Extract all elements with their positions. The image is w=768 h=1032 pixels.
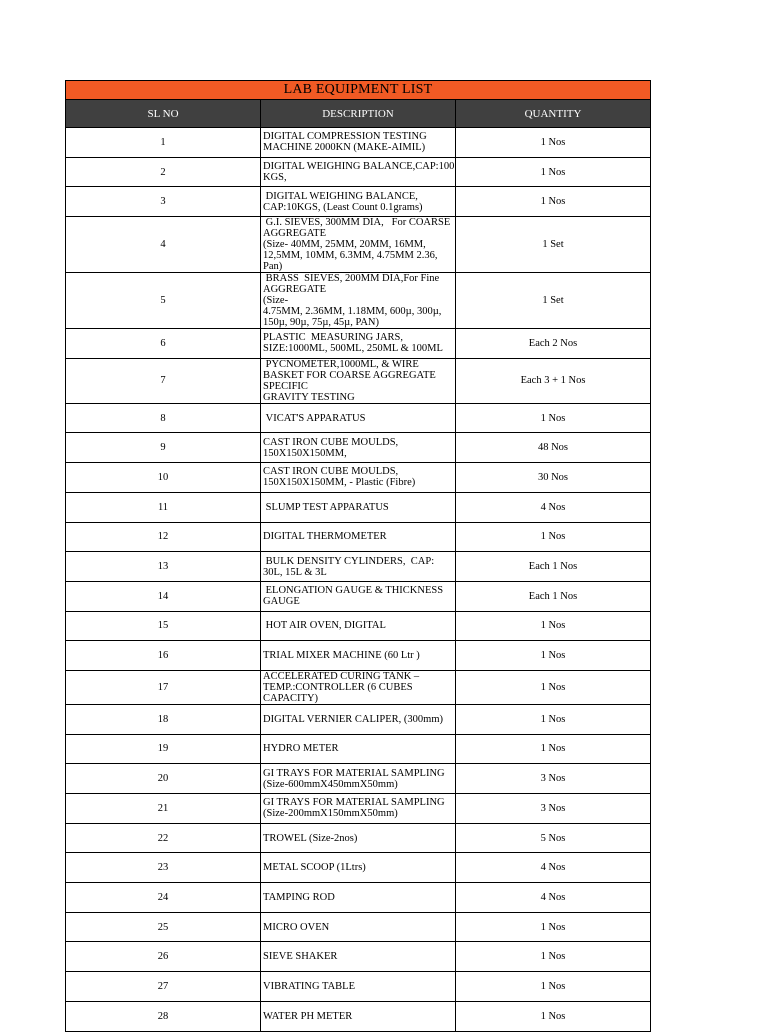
table-row (66, 764, 651, 794)
row-description (261, 611, 456, 641)
row-description-text: WATER PH METER (263, 1010, 353, 1022)
row-sl-no (66, 187, 261, 217)
row-description (261, 358, 456, 403)
row-description-text: MICRO OVEN (263, 921, 330, 933)
row-quantity-text: 3 Nos (540, 802, 566, 814)
row-description (261, 972, 456, 1002)
row-sl-no-text: 27 (157, 980, 169, 992)
row-sl-no (66, 823, 261, 853)
row-sl-no-text: 12 (157, 531, 169, 543)
row-quantity (456, 972, 651, 1002)
row-sl-no (66, 581, 261, 611)
row-description (261, 853, 456, 883)
table-row (66, 329, 651, 359)
row-sl-no-text: 4 (160, 239, 166, 251)
table-row (66, 187, 651, 217)
row-sl-no (66, 942, 261, 972)
row-description (261, 670, 456, 704)
row-sl-no-text: 17 (157, 681, 169, 693)
table-body (66, 128, 651, 1032)
row-sl-no-text: 19 (157, 743, 169, 755)
row-quantity (456, 823, 651, 853)
row-description (261, 157, 456, 187)
row-description-text: PYCNOMETER,1000ML, & WIRE BASKET FOR COARSE AGGREGATE SPECIFIC GRAVITY TESTING (263, 358, 436, 403)
row-quantity-text: Each 3 + 1 Nos (520, 375, 586, 387)
table-row (66, 704, 651, 734)
row-description-text: G.I. SIEVES, 300MM DIA, For COARSE AGGREGATE (Size- 40MM, 25MM, 20MM, 16MM, 12,5MM, 10MM, 6.3MM, 4.75MM 2.36, Pan) (263, 217, 451, 273)
row-sl-no-text: 7 (160, 375, 166, 387)
row-sl-no-text: 24 (157, 891, 169, 903)
row-quantity-text: 1 Nos (540, 743, 566, 755)
row-description (261, 912, 456, 942)
table-row (66, 942, 651, 972)
row-description (261, 794, 456, 824)
table-row (66, 883, 651, 913)
row-description (261, 942, 456, 972)
row-description (261, 522, 456, 552)
row-description-text: DIGITAL COMPRESSION TESTING MACHINE 2000KN (MAKE-AIMIL) (263, 131, 430, 154)
row-description-text: SIEVE SHAKER (263, 951, 338, 963)
row-sl-no-text: 23 (157, 862, 169, 874)
row-quantity (456, 552, 651, 582)
row-quantity (456, 492, 651, 522)
column-header-sl-no: SL NO (66, 100, 261, 128)
row-description (261, 552, 456, 582)
column-header-quantity: QUANTITY (456, 100, 651, 128)
row-description (261, 128, 456, 158)
row-sl-no-text: 6 (160, 337, 166, 349)
row-sl-no (66, 463, 261, 493)
row-quantity (456, 641, 651, 671)
row-quantity (456, 433, 651, 463)
row-sl-no-text: 21 (157, 802, 169, 814)
row-sl-no-text: 16 (157, 650, 169, 662)
row-sl-no-text: 14 (157, 590, 169, 602)
row-description-text: DIGITAL VERNIER CALIPER, (300mm) (263, 713, 443, 725)
row-sl-no-text: 25 (157, 921, 169, 933)
table-row (66, 128, 651, 158)
row-sl-no (66, 912, 261, 942)
row-description-text: TRIAL MIXER MACHINE (60 Ltr ) (263, 650, 420, 662)
table-row (66, 641, 651, 671)
row-description-text: METAL SCOOP (1Ltrs) (263, 862, 366, 874)
row-quantity (456, 734, 651, 764)
row-sl-no-text: 2 (160, 166, 166, 178)
row-sl-no-text: 5 (160, 295, 166, 307)
row-sl-no (66, 1001, 261, 1031)
row-quantity (456, 273, 651, 329)
table-row (66, 794, 651, 824)
row-description (261, 641, 456, 671)
table-row (66, 273, 651, 329)
title-row (66, 81, 651, 100)
row-quantity (456, 942, 651, 972)
row-quantity-text: 1 Nos (540, 136, 566, 148)
row-sl-no-text: 10 (157, 471, 169, 483)
table-row (66, 853, 651, 883)
row-sl-no (66, 217, 261, 273)
row-sl-no (66, 972, 261, 1002)
table-row (66, 734, 651, 764)
row-sl-no-text: 20 (157, 773, 169, 785)
row-sl-no-text: 18 (157, 713, 169, 725)
equipment-sheet (65, 80, 651, 1032)
row-description (261, 273, 456, 329)
row-description-text: TAMPING ROD (263, 891, 335, 903)
row-description (261, 217, 456, 273)
row-sl-no (66, 273, 261, 329)
row-description-text: PLASTIC MEASURING JARS, SIZE:1000ML, 500ML, 250ML & 100ML (263, 332, 443, 355)
row-description-text: HYDRO METER (263, 743, 339, 755)
row-quantity-text: Each 1 Nos (528, 590, 578, 602)
row-description (261, 581, 456, 611)
row-description-text: ELONGATION GAUGE & THICKNESS GAUGE (263, 585, 446, 608)
row-sl-no (66, 403, 261, 433)
row-description (261, 329, 456, 359)
row-description (261, 823, 456, 853)
row-quantity (456, 187, 651, 217)
row-sl-no-text: 13 (157, 561, 169, 573)
equipment-table (65, 80, 651, 1032)
row-quantity-text: 4 Nos (540, 501, 566, 513)
row-quantity-text: 1 Nos (540, 713, 566, 725)
row-sl-no (66, 611, 261, 641)
row-sl-no (66, 522, 261, 552)
row-quantity-text: 1 Nos (540, 1010, 566, 1022)
row-quantity (456, 128, 651, 158)
row-sl-no-text: 28 (157, 1010, 169, 1022)
row-quantity-text: 1 Nos (540, 980, 566, 992)
row-sl-no (66, 853, 261, 883)
row-quantity (456, 912, 651, 942)
table-row (66, 492, 651, 522)
row-quantity (456, 403, 651, 433)
row-description (261, 764, 456, 794)
row-description-text: ACCELERATED CURING TANK – TEMP.:CONTROLLER (6 CUBES CAPACITY) (263, 670, 422, 704)
header-row (66, 100, 651, 128)
table-row (66, 581, 651, 611)
row-description (261, 433, 456, 463)
table-row (66, 670, 651, 704)
row-quantity (456, 883, 651, 913)
row-description-text: VICAT'S APPARATUS (263, 412, 366, 424)
row-description (261, 187, 456, 217)
row-quantity-text: 1 Nos (540, 412, 566, 424)
row-description-text: DIGITAL WEIGHING BALANCE, CAP:10KGS, (Least Count 0.1grams) (263, 190, 423, 213)
row-sl-no (66, 794, 261, 824)
row-quantity-text: 4 Nos (540, 891, 566, 903)
row-sl-no-text: 15 (157, 620, 169, 632)
row-quantity-text: 3 Nos (540, 773, 566, 785)
row-quantity-text: 1 Nos (540, 681, 566, 693)
row-sl-no-text: 26 (157, 951, 169, 963)
row-quantity-text: 1 Set (542, 239, 564, 251)
row-sl-no (66, 128, 261, 158)
row-description-text: HOT AIR OVEN, DIGITAL (263, 620, 386, 632)
row-sl-no-text: 22 (157, 832, 169, 844)
row-quantity (456, 329, 651, 359)
table-row (66, 403, 651, 433)
row-quantity-text: 1 Nos (540, 166, 566, 178)
row-quantity-text: 1 Nos (540, 196, 566, 208)
table-row (66, 1001, 651, 1031)
row-sl-no (66, 670, 261, 704)
row-sl-no (66, 734, 261, 764)
row-quantity-text: 1 Nos (540, 951, 566, 963)
row-description-text: BULK DENSITY CYLINDERS, CAP: 30L, 15L & 3L (263, 555, 437, 578)
row-sl-no (66, 329, 261, 359)
table-row (66, 157, 651, 187)
row-sl-no-text: 3 (160, 196, 166, 208)
row-quantity (456, 704, 651, 734)
row-quantity-text: Each 2 Nos (528, 337, 578, 349)
row-description (261, 492, 456, 522)
row-description (261, 734, 456, 764)
row-quantity (456, 611, 651, 641)
row-sl-no (66, 552, 261, 582)
row-sl-no (66, 883, 261, 913)
row-sl-no-text: 1 (160, 136, 166, 148)
row-quantity-text: Each 1 Nos (528, 561, 578, 573)
row-sl-no (66, 358, 261, 403)
row-sl-no (66, 641, 261, 671)
row-quantity (456, 794, 651, 824)
row-quantity (456, 581, 651, 611)
row-quantity (456, 670, 651, 704)
row-sl-no-text: 9 (160, 442, 166, 454)
row-description-text: VIBRATING TABLE (263, 980, 356, 992)
row-description-text: GI TRAYS FOR MATERIAL SAMPLING (Size-600mmX450mmX50mm) (263, 767, 448, 790)
row-quantity (456, 157, 651, 187)
row-description-text: GI TRAYS FOR MATERIAL SAMPLING (Size-200mmX150mmX50mm) (263, 797, 448, 820)
table-row (66, 463, 651, 493)
row-quantity-text: 1 Nos (540, 531, 566, 543)
row-sl-no-text: 11 (157, 501, 169, 513)
row-description (261, 883, 456, 913)
row-description (261, 403, 456, 433)
row-sl-no (66, 764, 261, 794)
row-quantity (456, 522, 651, 552)
row-quantity-text: 1 Nos (540, 921, 566, 933)
table-row (66, 358, 651, 403)
table-row (66, 217, 651, 273)
row-quantity-text: 1 Set (542, 295, 564, 307)
row-sl-no (66, 157, 261, 187)
row-description-text: CAST IRON CUBE MOULDS, 150X150X150MM, - Plastic (Fibre) (263, 466, 416, 489)
table-row (66, 433, 651, 463)
row-description-text: TROWEL (Size-2nos) (263, 832, 358, 844)
table-row (66, 522, 651, 552)
row-quantity-text: 30 Nos (537, 471, 569, 483)
row-description-text: DIGITAL THERMOMETER (263, 531, 387, 543)
row-description-text: CAST IRON CUBE MOULDS, 150X150X150MM, (263, 436, 401, 459)
row-description-text: SLUMP TEST APPARATUS (263, 501, 389, 513)
row-quantity (456, 463, 651, 493)
table-row (66, 912, 651, 942)
row-description (261, 1001, 456, 1031)
row-quantity (456, 358, 651, 403)
row-sl-no (66, 704, 261, 734)
row-quantity (456, 217, 651, 273)
table-row (66, 611, 651, 641)
row-description (261, 704, 456, 734)
row-sl-no (66, 433, 261, 463)
column-header-description: DESCRIPTION (261, 100, 456, 128)
row-quantity (456, 1001, 651, 1031)
table-row (66, 823, 651, 853)
row-quantity-text: 5 Nos (540, 832, 566, 844)
row-quantity-text: 1 Nos (540, 620, 566, 632)
row-description (261, 463, 456, 493)
row-description-text: DIGITAL WEIGHING BALANCE,CAP:100 KGS, (263, 161, 457, 184)
table-row (66, 552, 651, 582)
row-sl-no-text: 8 (160, 412, 166, 424)
row-sl-no (66, 492, 261, 522)
row-quantity-text: 48 Nos (537, 442, 569, 454)
row-quantity-text: 1 Nos (540, 650, 566, 662)
row-quantity-text: 4 Nos (540, 862, 566, 874)
row-quantity (456, 764, 651, 794)
row-quantity (456, 853, 651, 883)
row-description-text: BRASS SIEVES, 200MM DIA,For Fine AGGREGATE (Size- 4.75MM, 2.36MM, 1.18MM, 600µ, 300µ, 150µ, 90µ, 75µ, 45µ, PAN) (263, 273, 442, 329)
table-title: LAB EQUIPMENT LIST (66, 81, 651, 100)
table-row (66, 972, 651, 1002)
